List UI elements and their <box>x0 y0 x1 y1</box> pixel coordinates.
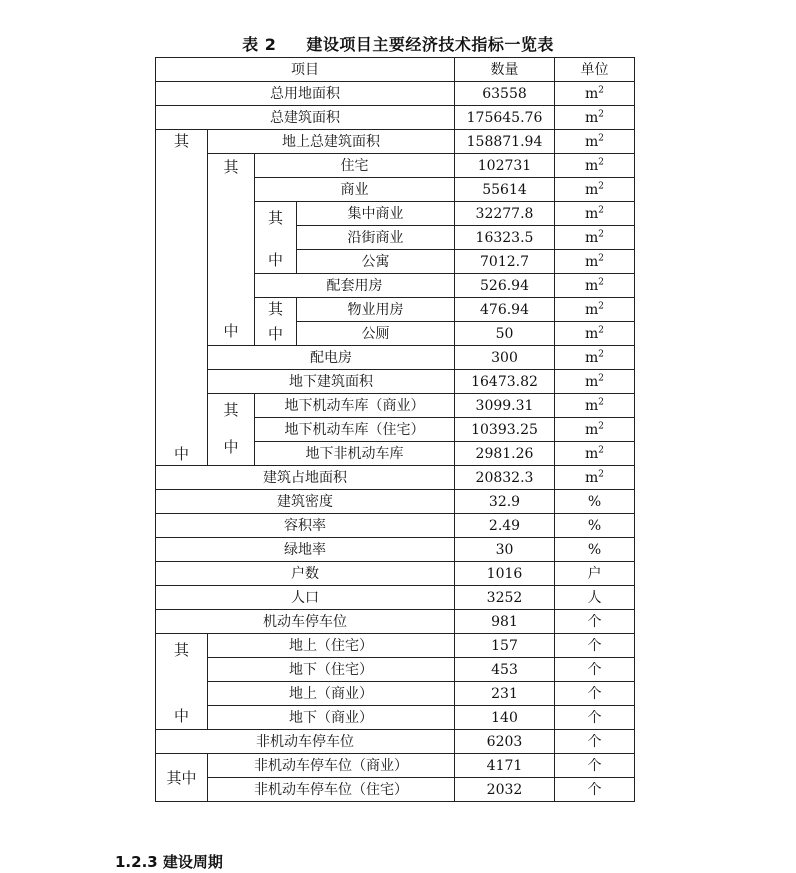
row-unit: 户 <box>555 562 635 586</box>
row-qty: 102731 <box>455 154 555 178</box>
row-unit: 个 <box>555 706 635 730</box>
table-row <box>156 466 635 490</box>
row-unit: $m^2$ <box>555 106 635 130</box>
row-qty: 20832.3 <box>455 466 555 490</box>
row-name: 地下机动车库（商业） <box>255 394 455 418</box>
row-qty: 175645.76 <box>455 106 555 130</box>
row-qty: 3099.31 <box>455 394 555 418</box>
table-row <box>156 562 635 586</box>
row-name: 公厕 <box>297 322 455 346</box>
row-unit: $m^2$ <box>555 274 635 298</box>
row-name: 地上总建筑面积 <box>208 130 455 154</box>
table-row <box>156 370 635 394</box>
group-label-commercial: 其 中 <box>255 202 297 274</box>
row-name: 非机动车停车位（住宅） <box>208 778 455 802</box>
row-unit: $m^2$ <box>555 466 635 490</box>
table-row <box>156 658 635 682</box>
row-qty: 16473.82 <box>455 370 555 394</box>
row-name: 住宅 <box>255 154 455 178</box>
row-name: 地下（住宅） <box>208 658 455 682</box>
table-row <box>156 514 635 538</box>
row-name: 户数 <box>156 562 455 586</box>
table-row <box>156 82 635 106</box>
table-row <box>156 586 635 610</box>
row-name: 总用地面积 <box>156 82 455 106</box>
row-unit: $m^2$ <box>555 82 635 106</box>
row-unit: $m^2$ <box>555 178 635 202</box>
row-qty: 140 <box>455 706 555 730</box>
row-qty: 4171 <box>455 754 555 778</box>
row-unit: 个 <box>555 658 635 682</box>
row-name: 容积率 <box>156 514 455 538</box>
table-caption <box>0 32 796 55</box>
row-qty: 7012.7 <box>455 250 555 274</box>
row-qty: 3252 <box>455 586 555 610</box>
table-row <box>156 154 635 178</box>
row-name: 沿街商业 <box>297 226 455 250</box>
row-unit: $m^2$ <box>555 250 635 274</box>
row-qty: 2.49 <box>455 514 555 538</box>
table-row <box>156 106 635 130</box>
row-unit: $m^2$ <box>555 394 635 418</box>
row-qty: 50 <box>455 322 555 346</box>
row-qty: 231 <box>455 682 555 706</box>
group-label-underground: 其 中 <box>208 394 255 466</box>
row-name: 商业 <box>255 178 455 202</box>
row-unit: 个 <box>555 778 635 802</box>
row-qty: 63558 <box>455 82 555 106</box>
row-unit: % <box>555 490 635 514</box>
row-unit: 个 <box>555 634 635 658</box>
row-qty: 16323.5 <box>455 226 555 250</box>
row-name: 建筑密度 <box>156 490 455 514</box>
row-name: 地上（住宅） <box>208 634 455 658</box>
row-unit: % <box>555 514 635 538</box>
row-qty: 526.94 <box>455 274 555 298</box>
row-name: 人口 <box>156 586 455 610</box>
row-name: 非机动车停车位 <box>156 730 455 754</box>
row-qty: 157 <box>455 634 555 658</box>
row-unit: $m^2$ <box>555 298 635 322</box>
header-qty: 数量 <box>455 58 555 82</box>
row-name: 地下建筑面积 <box>208 370 455 394</box>
row-name: 地上（商业） <box>208 682 455 706</box>
table-row <box>156 706 635 730</box>
row-unit: 个 <box>555 730 635 754</box>
group-label-building-area: 其 中 <box>156 130 208 466</box>
row-name: 地下机动车库（住宅） <box>255 418 455 442</box>
table-row <box>156 730 635 754</box>
table-row <box>156 394 635 418</box>
row-qty: 10393.25 <box>455 418 555 442</box>
row-name: 公寓 <box>297 250 455 274</box>
row-qty: 6203 <box>455 730 555 754</box>
row-name: 地下非机动车库 <box>255 442 455 466</box>
row-unit: 人 <box>555 586 635 610</box>
table-number: 表 2 <box>242 35 277 54</box>
section-heading: 1.2.3 建设周期 <box>115 853 223 871</box>
table-row <box>156 610 635 634</box>
row-qty: 1016 <box>455 562 555 586</box>
table-header-row <box>156 58 635 82</box>
row-name: 非机动车停车位（商业） <box>208 754 455 778</box>
table-row <box>156 778 635 802</box>
group-label-supporting: 其 中 <box>255 298 297 346</box>
header-unit: 单位 <box>555 58 635 82</box>
table-row <box>156 682 635 706</box>
row-unit: $m^2$ <box>555 202 635 226</box>
row-qty: 30 <box>455 538 555 562</box>
row-name: 总建筑面积 <box>156 106 455 130</box>
row-qty: 2981.26 <box>455 442 555 466</box>
row-unit: $m^2$ <box>555 154 635 178</box>
row-unit: 个 <box>555 682 635 706</box>
row-name: 机动车停车位 <box>156 610 455 634</box>
group-label-above: 其 中 <box>208 154 255 346</box>
row-qty: 158871.94 <box>455 130 555 154</box>
group-label-car-parking: 其 中 <box>156 634 208 730</box>
table-title: 建设项目主要经济技术指标一览表 <box>306 35 554 54</box>
row-qty: 300 <box>455 346 555 370</box>
row-name: 集中商业 <box>297 202 455 226</box>
row-unit: $m^2$ <box>555 442 635 466</box>
row-name: 配套用房 <box>255 274 455 298</box>
row-unit: 个 <box>555 754 635 778</box>
table-row <box>156 634 635 658</box>
table-row <box>156 130 635 154</box>
row-qty: 476.94 <box>455 298 555 322</box>
row-qty: 55614 <box>455 178 555 202</box>
indicator-table <box>155 57 635 802</box>
row-unit: 个 <box>555 610 635 634</box>
row-unit: $m^2$ <box>555 130 635 154</box>
row-unit: % <box>555 538 635 562</box>
table-row <box>156 538 635 562</box>
row-unit: $m^2$ <box>555 370 635 394</box>
row-unit: $m^2$ <box>555 322 635 346</box>
group-label-bike-parking: 其中 <box>156 754 208 802</box>
row-name: 绿地率 <box>156 538 455 562</box>
row-name: 地下（商业） <box>208 706 455 730</box>
table-row <box>156 346 635 370</box>
row-unit: $m^2$ <box>555 346 635 370</box>
row-name: 配电房 <box>208 346 455 370</box>
row-unit: $m^2$ <box>555 226 635 250</box>
table-row <box>156 754 635 778</box>
row-name: 建筑占地面积 <box>156 466 455 490</box>
row-qty: 2032 <box>455 778 555 802</box>
row-qty: 981 <box>455 610 555 634</box>
row-qty: 32.9 <box>455 490 555 514</box>
row-name: 物业用房 <box>297 298 455 322</box>
row-qty: 453 <box>455 658 555 682</box>
table-row <box>156 490 635 514</box>
row-unit: $m^2$ <box>555 418 635 442</box>
header-item: 项目 <box>156 58 455 82</box>
row-qty: 32277.8 <box>455 202 555 226</box>
